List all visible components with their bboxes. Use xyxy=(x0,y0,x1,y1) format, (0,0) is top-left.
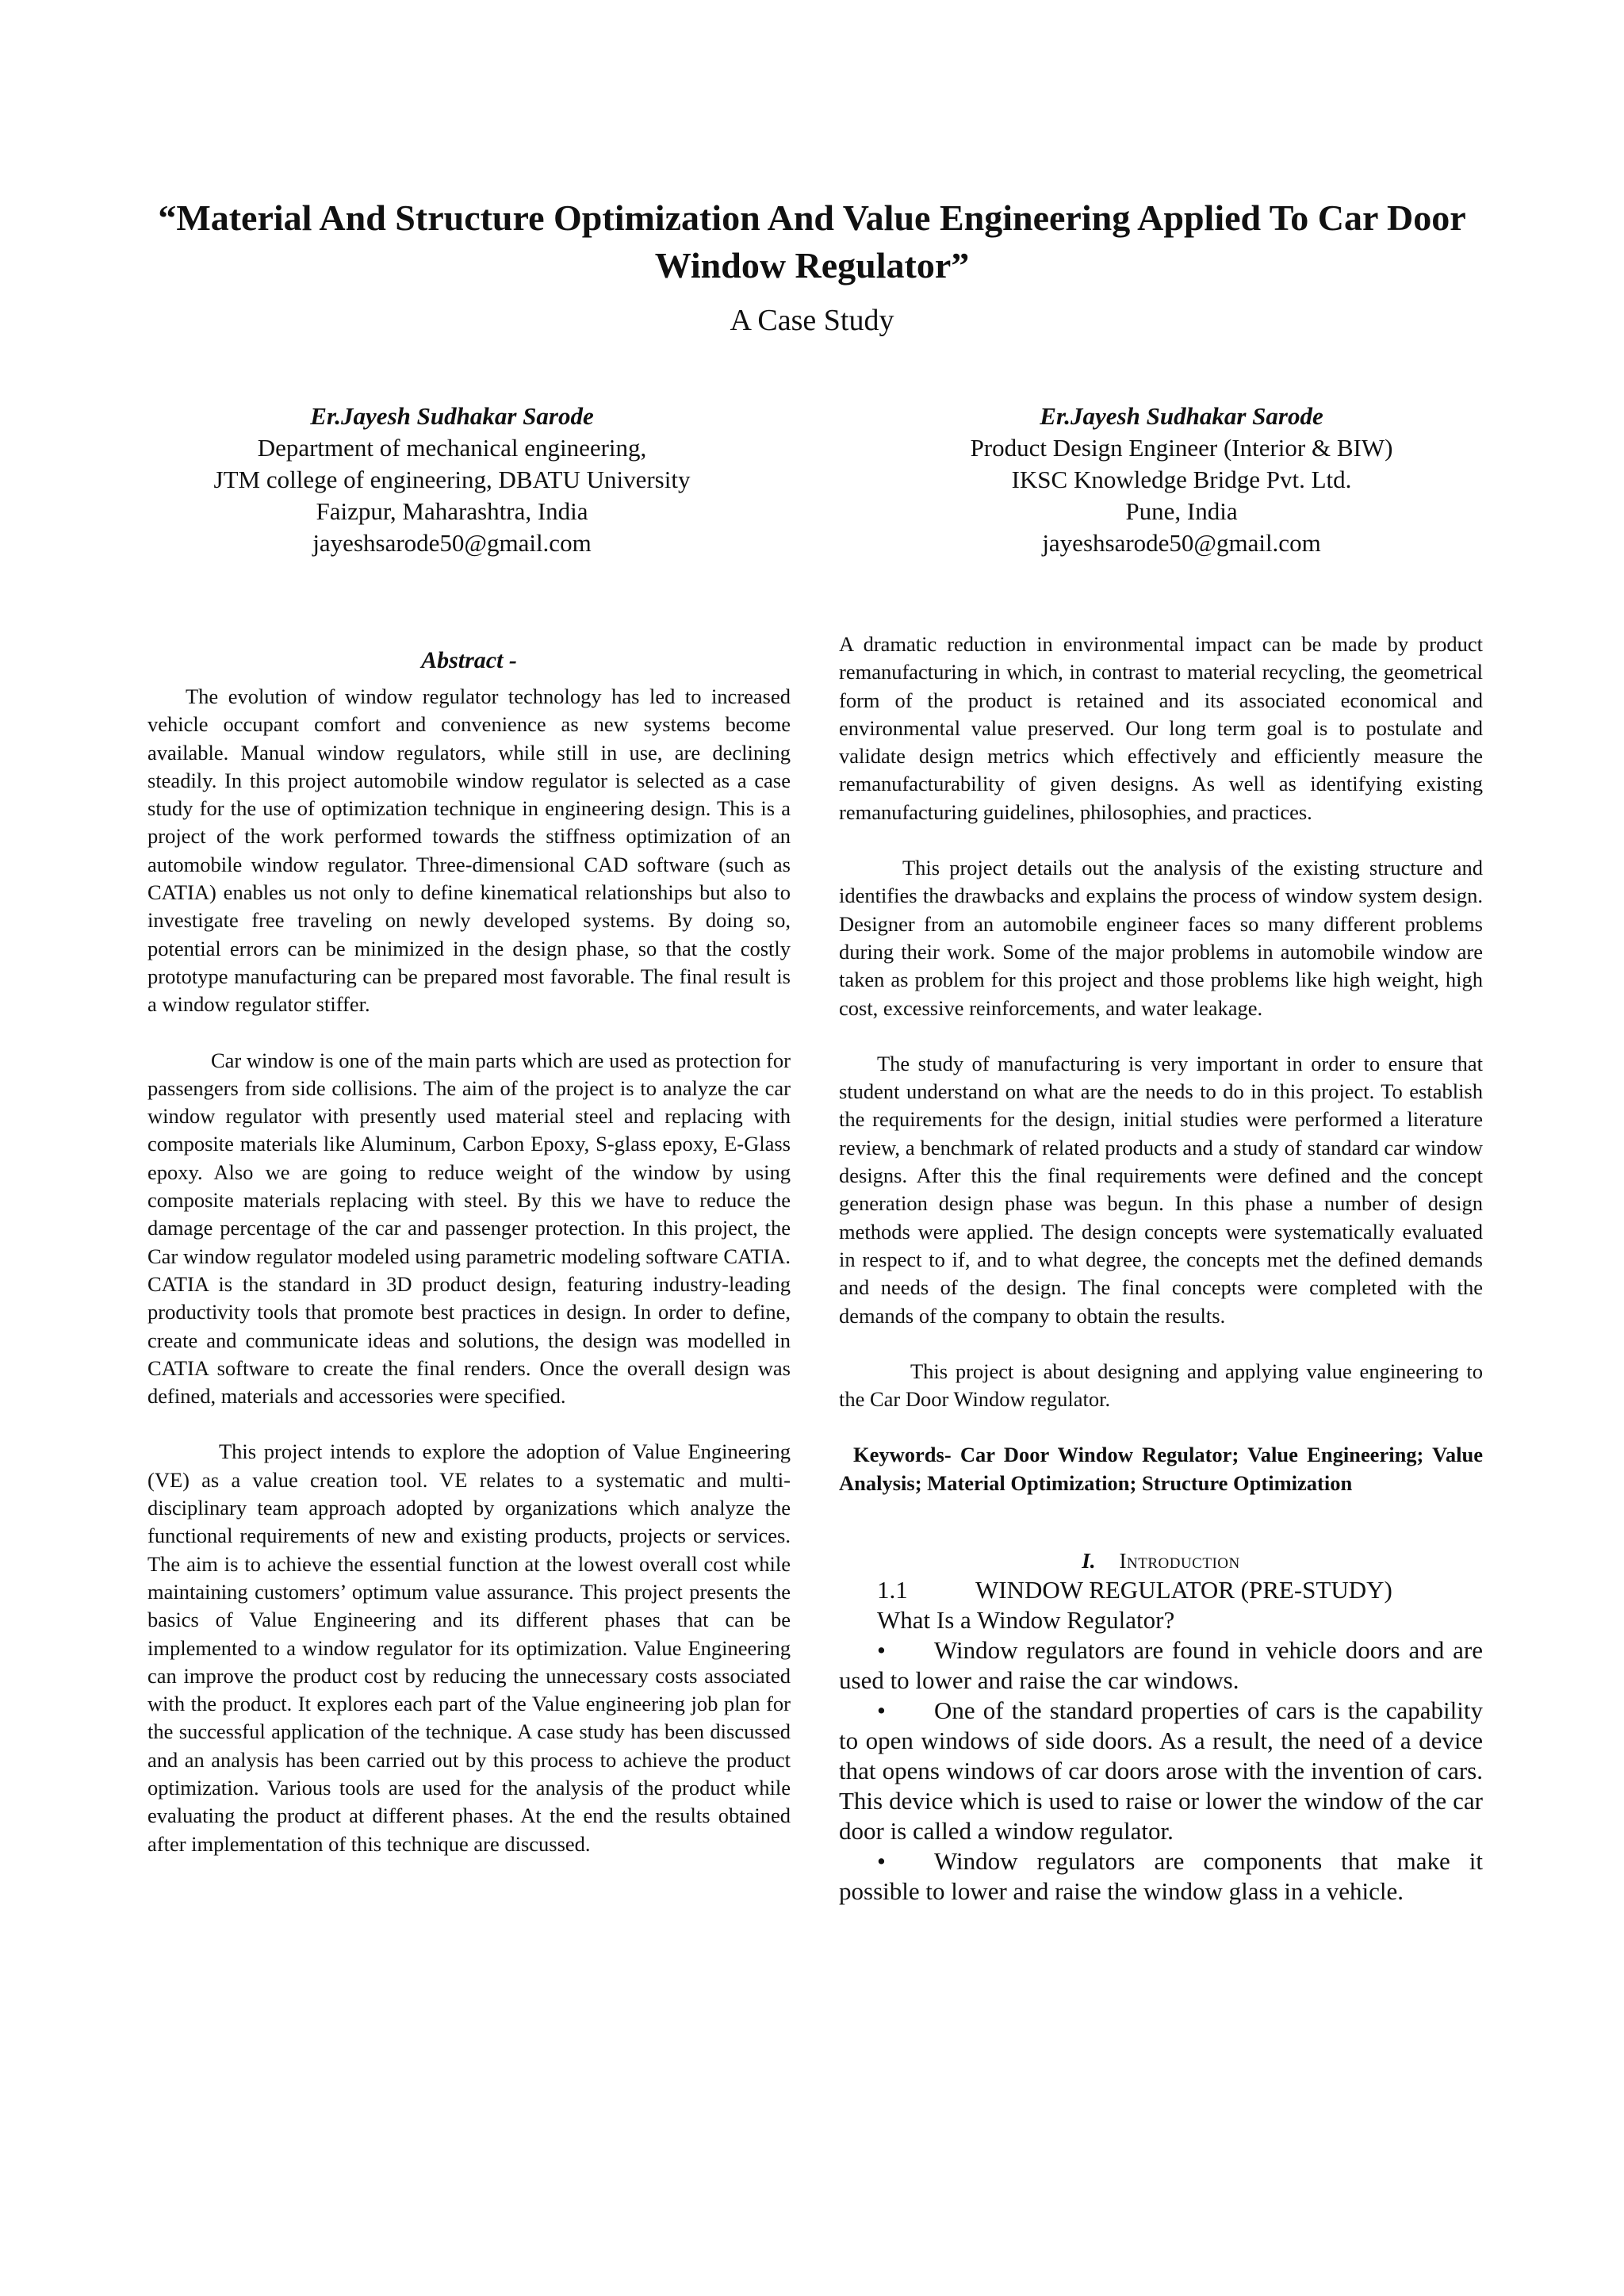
bullet-text: Window regulators are found in vehicle doors and are used to lower and raise the car windows. xyxy=(839,1636,1483,1695)
bullet-icon: • xyxy=(877,1696,886,1725)
author-affiliation-line: Department of mechanical engineering, xyxy=(257,434,647,462)
left-column xyxy=(147,631,791,1858)
bullet-icon: • xyxy=(877,1847,886,1876)
paper-subtitle: A Case Study xyxy=(730,304,894,337)
author-block-1 xyxy=(143,401,761,559)
subsection-title: WINDOW REGULATOR (PRE-STUDY) xyxy=(975,1576,1392,1604)
bullet-icon: • xyxy=(877,1636,886,1665)
author-email: jayeshsarode50@gmail.com xyxy=(312,529,592,557)
subsection-heading xyxy=(839,1575,1483,1605)
author-block-2 xyxy=(872,401,1491,559)
author-name: Er.Jayesh Sudhakar Sarode xyxy=(1040,402,1323,430)
paper-title: “Material And Structure Optimization And Value Engineering Applied To Car Door Window Regulator” xyxy=(158,197,1466,286)
bullet-text: Window regulators are components that make it possible to lower and raise the window glass in a vehicle. xyxy=(839,1847,1483,1906)
abstract-paragraph: This project intends to explore the adoption of Value Engineering (VE) as a value creation tool. VE relates to a systematic and multi-disciplinary team approach adopted by organizations which analyze the functional requirements of new and existing products, projects or services. The aim is to achieve the essential function at the lowest overall cost while maintaining customers’ optimum value assurance. This project presents the basics of Value Engineering and its different phases that can be implemented to a window regulator for its optimization. Value Engineering can improve the product cost by reducing the unnecessary costs associated with the product. It explores each part of the Value engineering job plan for the successful application of the technique. A case study has been discussed and an analysis has been carried out by this process to achieve the product optimization. Various tools are used for the analysis of the product while evaluating the product at different phases. At the end the results obtained after implementation of this technique are discussed. xyxy=(147,1439,791,1856)
abstract-paragraph: Car window is one of the main parts which are used as protection for passengers from side collisions. The aim of the project is to analyze the car window regulator with presently used material steel and replacing with composite materials like Aluminum, Carbon Epoxy, S-glass epoxy, E-Glass epoxy. Also we are going to reduce weight of the window by using composite materials replacing with steel. By this we have to reduce the damage percentage of the car and passenger protection. In this project, the Car window regulator modeled using parametric modeling software CATIA. CATIA is the standard in 3D product design, featuring industry-leading productivity tools that promote best practices in design. In order to define, create and communicate ideas and solutions, the design was modelled in CATIA software to create the final renders. Once the overall design was defined, materials and accessories were specified. xyxy=(147,1048,791,1409)
section-heading xyxy=(839,1547,1483,1575)
keywords: Keywords- Car Door Window Regulator; Value Engineering; Value Analysis; Material Optimization; Structure Optimization xyxy=(839,1443,1483,1495)
section-title: Introduction xyxy=(1119,1549,1240,1573)
abstract-paragraph: The evolution of window regulator technology has led to increased vehicle occupant comfort and convenience as new systems become available. Manual window regulators, while still in use, are declining steadily. In this project automobile window regulator is selected as a case study for the use of optimization technique in engineering design. This is a project of the work performed towards the stiffness optimization of an automobile window regulator. Three-dimensional CAD software (such as CATIA) enables us not only to define kinematical relationships but also to investigate free traveling on newly developed systems. By doing so, potential errors can be minimized in the design phase, so that the costly prototype manufacturing can be prepared most favorable. The final result is a window regulator stiffer. xyxy=(147,684,791,1017)
author-affiliation-line: Faizpur, Maharashtra, India xyxy=(316,497,588,525)
author-affiliation-line: Pune, India xyxy=(1125,497,1238,525)
bullet-text: One of the standard properties of cars is the capability to open windows of side doors. As a result, the need of a device that opens windows of car doors arose with the invention of cars. This device which is used to raise or lower the window of the car door is called a window regulator. xyxy=(839,1696,1483,1846)
list-item xyxy=(839,1696,1483,1846)
introduction-body xyxy=(839,1575,1483,1907)
body-paragraph: A dramatic reduction in environmental impact can be made by product remanufacturing in which, in contrast to material recycling, the geometrical form of the product is retained and its associated economical and environmental value preserved. Our long term goal is to postulate and validate design metrics which effectively and efficiently measure the remanufacturability of given designs. As well as identifying existing remanufacturing guidelines, philosophies, and practices. xyxy=(839,632,1483,824)
author-affiliation-line: IKSC Knowledge Bridge Pvt. Ltd. xyxy=(1011,466,1352,493)
subsection-question: What Is a Window Regulator? xyxy=(877,1606,1175,1635)
list-item xyxy=(839,1846,1483,1907)
author-name: Er.Jayesh Sudhakar Sarode xyxy=(310,402,594,430)
subsection-number: 1.1 xyxy=(877,1576,908,1604)
right-column xyxy=(839,631,1483,1907)
body-paragraph: This project is about designing and applying value engineering to the Car Door Window regulator. xyxy=(839,1359,1483,1412)
body-paragraph: This project details out the analysis of the existing structure and identifies the drawbacks and explains the process of window system design. Designer from an automobile engineer faces so many different problems during their work. Some of the major problems in automobile window are taken as problem for this project and those problems like high weight, high cost, excessive reinforcements, and water leakage. xyxy=(839,856,1483,1020)
author-affiliation-line: JTM college of engineering, DBATU University xyxy=(213,466,691,493)
body-paragraph: The study of manufacturing is very important in order to ensure that student understand on what are the needs to do in this project. To establish the requirements for the design, initial studies were performed a literature review, a benchmark of related products and a study of standard car window designs. After this the final requirements were defined and the concept generation design phase was begun. In this phase a number of design methods were applied. The design concepts were systematically evaluated in respect to if, and to what degree, the concepts met the defined demands and needs of the design. The final concepts were completed with the demands of the company to obtain the results. xyxy=(839,1051,1483,1328)
abstract-heading: Abstract - xyxy=(421,647,517,673)
list-item xyxy=(839,1635,1483,1696)
author-email: jayeshsarode50@gmail.com xyxy=(1042,529,1321,557)
author-affiliation-line: Product Design Engineer (Interior & BIW) xyxy=(970,434,1393,462)
section-number: I. xyxy=(1082,1549,1096,1573)
